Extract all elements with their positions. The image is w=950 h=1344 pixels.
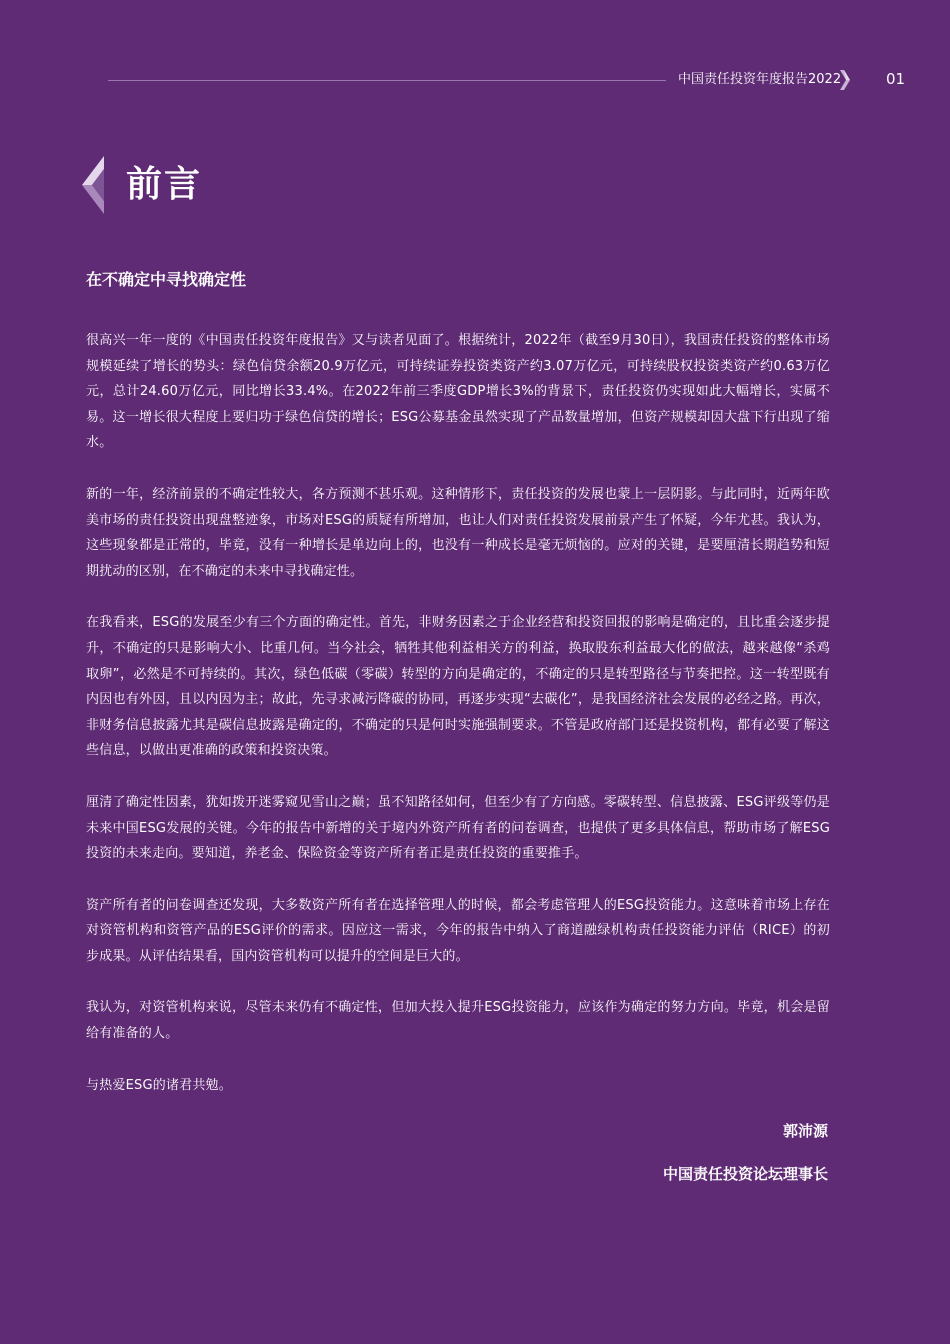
paragraph: 厘清了确定性因素，犹如拨开迷雾窥见雪山之巅；虽不知路径如何，但至少有了方向感。零碳转型、信息披露、ESG评级等仍是未来中国ESG发展的关键。今年的报告中新增的关于境内外资产所有者的问卷调查，也提供了更多具体信息，帮助市场了解ESG投资的未来走向。要知道，养老金、保险资金等资产所有者正是责任投资的重要推手。 — [86, 794, 830, 862]
body-text — [86, 328, 830, 1124]
chevron-right-icon — [840, 70, 850, 90]
signature-name: 郭沛源 — [782, 1122, 828, 1140]
paragraph: 我认为，对资管机构来说，尽管未来仍有不确定性，但加大投入提升ESG投资能力，应该作为确定的努力方向。毕竟，机会是留给有准备的人。 — [86, 1000, 830, 1042]
signature-title: 中国责任投资论坛理事长 — [662, 1165, 828, 1183]
page-title: 前言 — [126, 164, 203, 205]
header-rule — [108, 80, 666, 81]
paragraph: 与热爱ESG的诸君共勉。 — [86, 1077, 232, 1093]
page-number: 01 — [886, 70, 906, 88]
paragraph: 很高兴一年一度的《中国责任投资年度报告》又与读者见面了。根据统计，2022年（截至9月30日），我国责任投资的整体市场规模延续了增长的势头：绿色信贷余额20.9万亿元，可持续证券投资类资产约3.07万亿元，可持续股权投资类资产约0.63万亿元，总计24.60万亿元，同比增长33.4%。在2022年前三季度GDP增长3%的背景下，责任投资仍实现如此大幅增长，实属不易。这一增长很大程度上要归功于绿色信贷的增长；ESG公募基金虽然实现了产品数量增加，但资产规模却因大盘下行出现了缩水。 — [86, 333, 830, 451]
paragraph: 在我看来，ESG的发展至少有三个方面的确定性。首先，非财务因素之于企业经营和投资回报的影响是确定的，且比重会逐步提升，不确定的只是影响大小、比重几何。当今社会，牺牲其他利益相关方的利益，换取股东利益最大化的做法，越来越像“杀鸡取卵”，必然是不可持续的。其次，绿色低碳（零碳）转型的方向是确定的，不确定的只是转型路径与节奏把控。这一转型既有内因也有外因，且以内因为主；故此，先寻求减污降碳的协同，再逐步实现“去碳化”，是我国经济社会发展的必经之路。再次，非财务信息披露尤其是碳信息披露是确定的，不确定的只是何时实施强制要求。不管是政府部门还是投资机构，都有必要了解这些信息，以做出更准确的政策和投资决策。 — [86, 615, 830, 759]
paragraph: 新的一年，经济前景的不确定性较大，各方预测不甚乐观。这种情形下，责任投资的发展也蒙上一层阴影。与此同时，近两年欧美市场的责任投资出现盘整迹象，市场对ESG的质疑有所增加，也让人们对责任投资发展前景产生了怀疑，今年尤甚。我认为，这些现象都是正常的，毕竟，没有一种增长是单边向上的，也没有一种成长是毫无烦恼的。应对的关键，是要厘清长期趋势和短期扰动的区别，在不确定的未来中寻找确定性。 — [86, 486, 830, 579]
report-title: 中国责任投资年度报告2022 — [678, 72, 842, 87]
title-chevron-icon — [82, 156, 104, 214]
section-subtitle: 在不确定中寻找确定性 — [86, 270, 247, 289]
paragraph: 资产所有者的问卷调查还发现，大多数资产所有者在选择管理人的时候，都会考虑管理人的ESG投资能力。这意味着市场上存在对资管机构和资管产品的ESG评价的需求。因应这一需求，今年的报告中纳入了商道融绿机构责任投资能力评估（RICE）的初步成果。从评估结果看，国内资管机构可以提升的空间是巨大的。 — [86, 897, 830, 964]
